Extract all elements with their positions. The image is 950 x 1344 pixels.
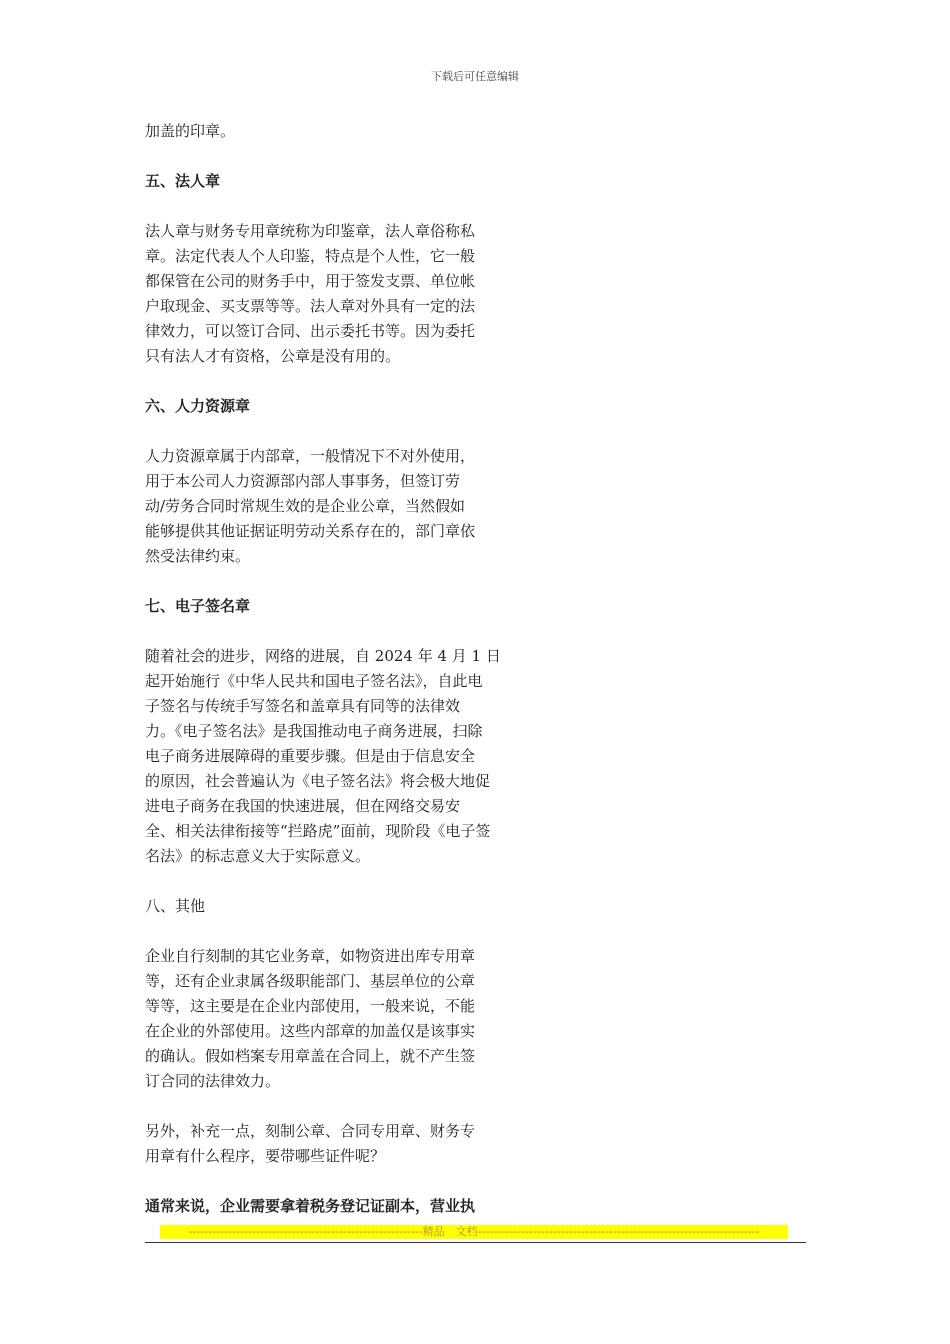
paragraph-gap — [145, 619, 565, 644]
footer-right-dashes: ----------------------------------------------------------------------- — [477, 1225, 760, 1238]
heading-line: 通常来说，企业需要拿着税务登记证副本，营业执 — [145, 1197, 476, 1215]
text-line: 力。《电子签名法》是我国推动电子商务进展，扫除 — [145, 722, 483, 740]
paragraph-gap — [145, 419, 565, 444]
text-line: 等，还有企业隶属各级职能部门、基层单位的公章 — [145, 972, 476, 990]
text-line: 起开始施行《中华人民共和国电子签名法》，自此电 — [145, 672, 483, 690]
document-body — [145, 119, 565, 1219]
text-line: 全、相关法律衔接等“拦路虎”面前，现阶段《电子签 — [145, 822, 491, 840]
text-line: 户取现金、买支票等等。法人章对外具有一定的法 — [145, 297, 476, 315]
section-heading — [145, 594, 565, 619]
paragraph-gap — [145, 569, 565, 594]
text-line: 子签名与传统手写签名和盖章具有同等的法律效 — [145, 697, 461, 715]
paragraph — [145, 944, 565, 1094]
text-line: 能够提供其他证据证明劳动关系存在的，部门章依 — [145, 522, 476, 540]
text-line: 用于本公司人力资源部内部人事事务，但签订劳 — [145, 472, 461, 490]
header-note: 下载后可任意编辑 — [431, 70, 519, 83]
paragraph — [145, 444, 565, 569]
text-line: 用章有什么程序，要带哪些证件呢？ — [145, 1147, 386, 1165]
heading-line: 五、法人章 — [145, 172, 221, 190]
text-line: 律效力，可以签订合同、出示委托书等。因为委托 — [145, 322, 476, 340]
text-line: 都保管在公司的财务手中，用于签发支票、单位帐 — [145, 272, 476, 290]
paragraph — [145, 219, 565, 369]
text-line: 名法》的标志意义大于实际意义。 — [145, 847, 371, 865]
paragraph-gap — [145, 369, 565, 394]
paragraph — [145, 894, 565, 919]
text-line: 订合同的法律效力。 — [145, 1072, 281, 1090]
heading-line: 六、人力资源章 — [145, 397, 251, 415]
heading-line: 七、电子签名章 — [145, 597, 251, 615]
text-line: 企业自行刻制的其它业务章，如物资进出库专用章 — [145, 947, 476, 965]
text-line: 动/劳务合同时常规生效的是企业公章，当然假如 — [145, 497, 466, 515]
paragraph-gap — [145, 144, 565, 169]
text-line: 章。法定代表人个人印鉴，特点是个人性，它一般 — [145, 247, 476, 265]
text-line: 八、其他 — [145, 897, 206, 915]
text-line: 等等，这主要是在企业内部使用，一般来说，不能 — [145, 997, 476, 1015]
footer-banner — [160, 1225, 788, 1239]
text-line: 随着社会的进步，网络的进展，自 2024 年 4 月 1 日 — [145, 647, 501, 665]
paragraph — [145, 1119, 565, 1169]
text-line: 在企业的外部使用。这些内部章的加盖仅是该事实 — [145, 1022, 476, 1040]
text-line: 的确认。假如档案专用章盖在合同上，就不产生签 — [145, 1047, 476, 1065]
text-line: 进电子商务在我国的快速进展，但在网络交易安 — [145, 797, 461, 815]
paragraph-gap — [145, 1094, 565, 1119]
text-line: 只有法人才有资格，公章是没有用的。 — [145, 347, 401, 365]
text-line: 加盖的印章。 — [145, 122, 236, 140]
text-line: 法人章与财务专用章统称为印鉴章，法人章俗称私 — [145, 222, 476, 240]
paragraph — [145, 119, 565, 144]
text-line: 电子商务进展障碍的重要步骤。但是由于信息安全 — [145, 747, 476, 765]
footer-left-dashes: ----------------------------------------------------------- — [188, 1225, 423, 1238]
footer-rule — [145, 1242, 806, 1243]
section-heading — [145, 394, 565, 419]
text-line: 人力资源章属于内部章，一般情况下不对外使用， — [145, 447, 476, 465]
section-heading — [145, 1194, 565, 1219]
paragraph-gap — [145, 919, 565, 944]
text-line: 的原因，社会普遍认为《电子签名法》将会极大地促 — [145, 772, 491, 790]
paragraph-gap — [145, 869, 565, 894]
paragraph-gap — [145, 194, 565, 219]
paragraph — [145, 644, 565, 869]
text-line: 然受法律约束。 — [145, 547, 251, 565]
section-heading — [145, 169, 565, 194]
paragraph-gap — [145, 1169, 565, 1194]
text-line: 另外，补充一点，刻制公章、合同专用章、财务专 — [145, 1122, 476, 1140]
footer-label: 精品 文档 — [422, 1225, 478, 1238]
